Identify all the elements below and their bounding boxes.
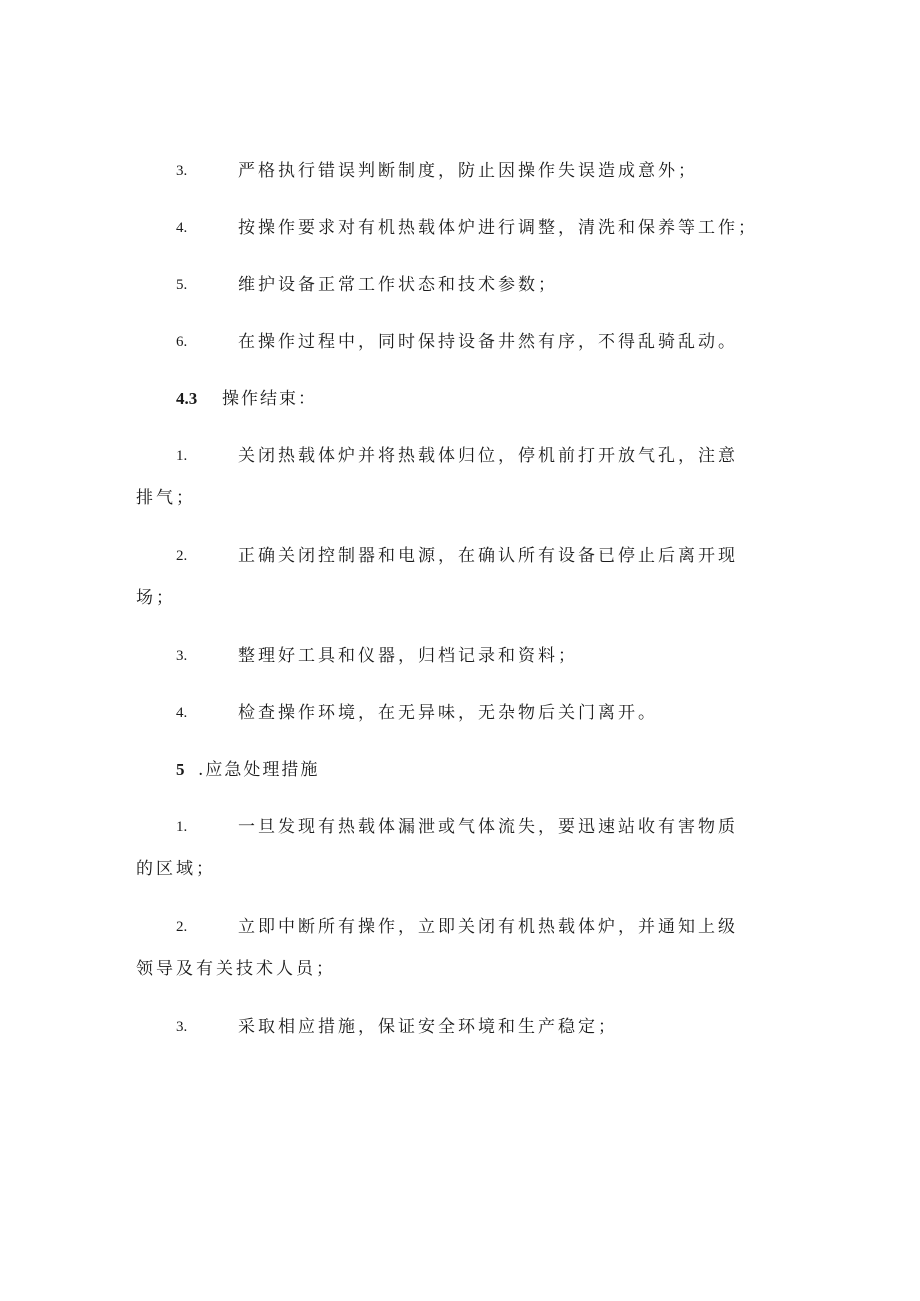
item-text: 检查操作环境，在无异味，无杂物后关门离开。 (238, 703, 658, 723)
item-text: 正确关闭控制器和电源，在确认所有设备已停止后离开现 (238, 546, 738, 566)
item-number: 2. (176, 548, 188, 564)
item-number: 4. (176, 705, 188, 721)
item-text: 整理好工具和仪器，归档记录和资料； (238, 646, 578, 666)
item-text: 维护设备正常工作状态和技术参数； (238, 275, 558, 295)
item-text-continuation: 排气； (136, 488, 196, 508)
section-title: .应急处理措施 (198, 760, 320, 780)
item-text-continuation: 领导及有关技术人员； (136, 959, 336, 979)
section-number: 5 (176, 760, 185, 779)
item-text: 在操作过程中，同时保持设备井然有序，不得乱骑乱动。 (238, 332, 738, 352)
item-number: 3. (176, 163, 188, 179)
item-text: 按操作要求对有机热载体炉进行调整，清洗和保养等工作； (238, 218, 758, 238)
item-text: 一旦发现有热载体漏泄或气体流失，要迅速站收有害物质 (238, 817, 738, 837)
item-number: 1. (176, 448, 188, 464)
item-text: 采取相应措施，保证安全环境和生产稳定； (238, 1017, 618, 1037)
item-text: 严格执行错误判断制度，防止因操作失误造成意外； (238, 161, 698, 181)
item-text-continuation: 的区域； (136, 859, 216, 879)
item-number: 6. (176, 334, 188, 350)
item-number: 5. (176, 277, 188, 293)
item-number: 1. (176, 819, 188, 835)
item-text: 立即中断所有操作，立即关闭有机热载体炉，并通知上级 (238, 917, 738, 937)
item-number: 3. (176, 1019, 188, 1035)
item-number: 4. (176, 220, 188, 236)
item-text-continuation: 场； (136, 588, 176, 608)
item-number: 3. (176, 648, 188, 664)
section-number: 4.3 (176, 389, 198, 408)
item-number: 2. (176, 919, 188, 935)
item-text: 关闭热载体炉并将热载体归位，停机前打开放气孔，注意 (238, 446, 738, 466)
section-title: 操作结束： (222, 389, 317, 409)
